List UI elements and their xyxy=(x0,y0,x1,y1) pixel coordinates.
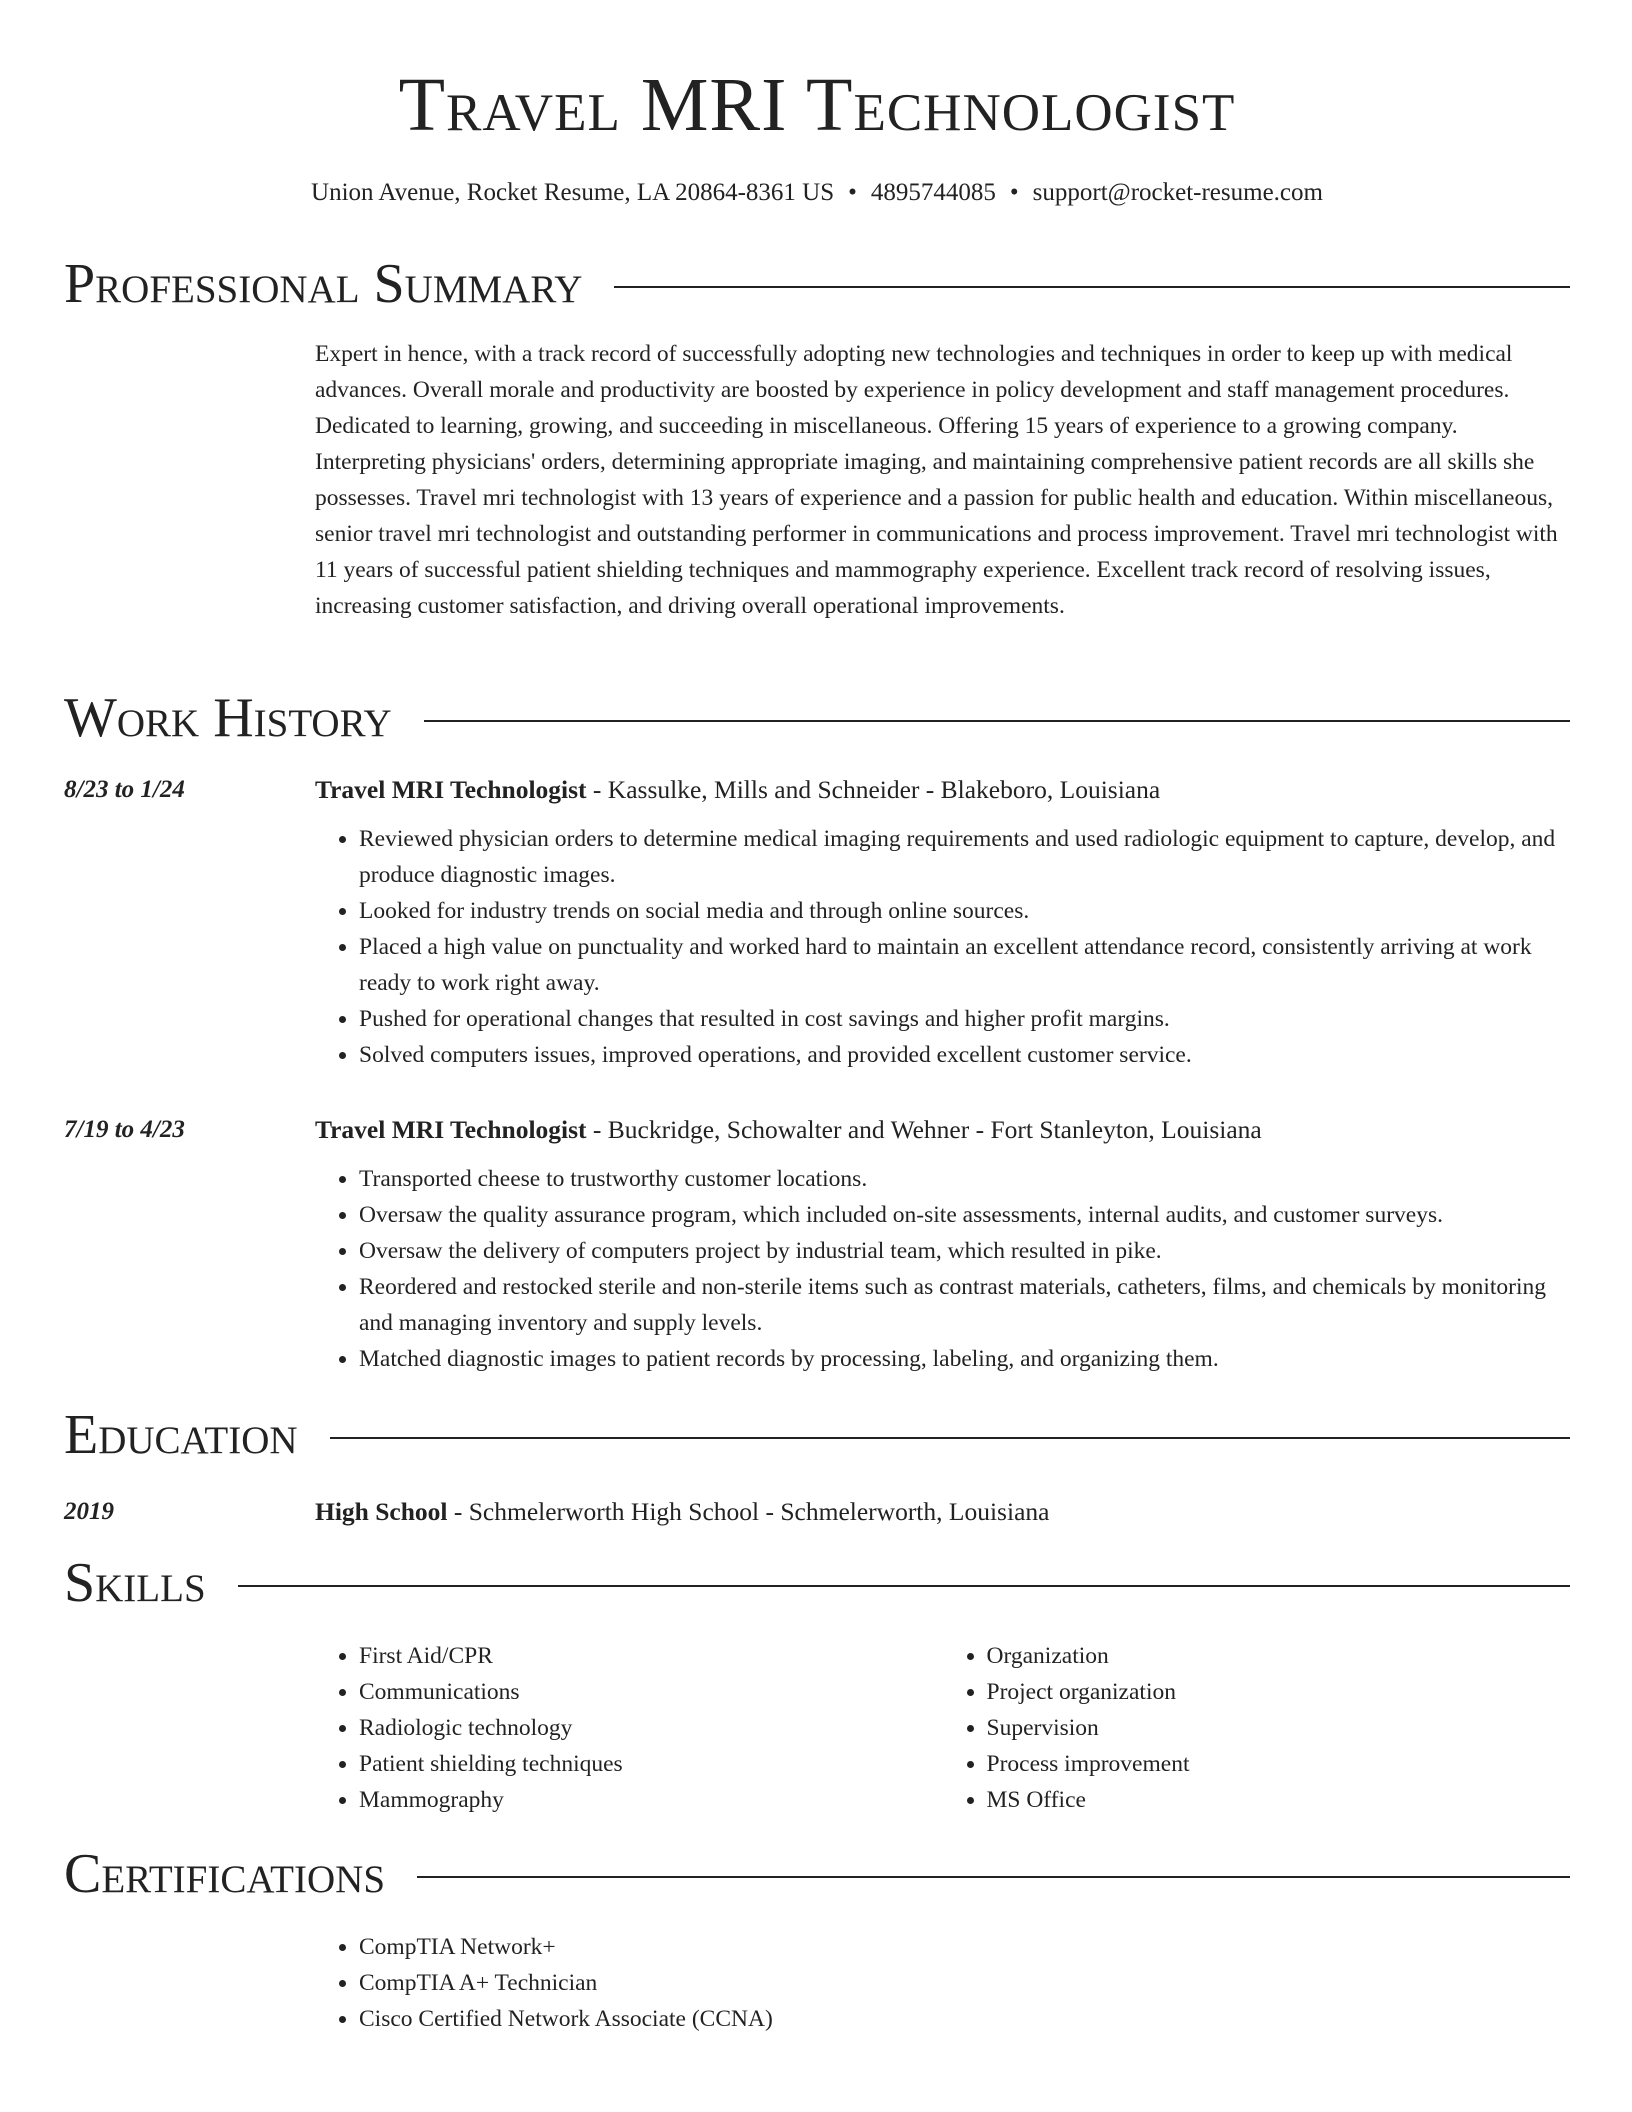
list-item: • Placed a high value on punctuality and worked hard to maintain an excellent attendance record, consistently arriving at work ready to work right away. xyxy=(359,929,1570,1001)
section-divider xyxy=(417,1876,1570,1878)
contact-phone: 4895744085 xyxy=(870,179,996,206)
job-title: Travel MRI Technologist xyxy=(315,1115,587,1144)
job-employer: - Buckridge, Schowalter and Wehner - Fort Stanleyton, Louisiana xyxy=(586,1115,1262,1144)
job-heading xyxy=(315,775,1570,805)
certifications-section-header xyxy=(64,1842,1570,1906)
summary-text: Expert in hence, with a track record of successfully adopting new technologies and techniques in order to keep up with medical advances. Overall morale and productivity are boosted by experience in policy development and staff management procedures. Dedicated to learning, growing, and succeeding in miscellaneous. Offering 15 years of experience to a growing company. Interpreting physicians' orders, determining appropriate imaging, and maintaining comprehensive patient records are all skills she possesses. Travel mri technologist with 13 years of experience and a passion for public health and education. Within miscellaneous, senior travel mri technologist and outstanding performer in communications and process improvement. Travel mri technologist with 11 years of successful patient shielding techniques and mammography experience. Excellent track record of resolving issues, increasing customer satisfaction, and driving overall operational improvements. xyxy=(315,341,1558,619)
summary-heading: Professional Summary xyxy=(64,253,583,315)
list-item: • Solved computers issues, improved operations, and provided excellent customer service. xyxy=(359,1037,1570,1073)
list-item: • Reordered and restocked sterile and non-sterile items such as contrast materials, catheters, films, and chemicals by monitoring and managing inventory and supply levels. xyxy=(359,1269,1570,1341)
skills-section-header xyxy=(64,1551,1570,1615)
education-year: 2019 xyxy=(64,1498,114,1525)
education-section-header xyxy=(64,1403,1570,1467)
contact-separator: • xyxy=(1009,179,1019,206)
education-heading: Education xyxy=(64,1404,298,1466)
list-item: • Patient shielding techniques xyxy=(359,1746,943,1782)
section-divider xyxy=(424,720,1570,722)
list-item: • Project organization xyxy=(987,1674,1571,1710)
list-item: • Radiologic technology xyxy=(359,1710,943,1746)
education-degree: High School xyxy=(315,1497,448,1526)
job-bullets xyxy=(315,821,1570,1073)
list-item: • First Aid/CPR xyxy=(359,1638,943,1674)
list-item: • Cisco Certified Network Associate (CCNA) xyxy=(359,2001,1570,2037)
contact-line xyxy=(64,178,1570,208)
summary-section-header xyxy=(64,252,1570,316)
list-item: • CompTIA A+ Technician xyxy=(359,1965,1570,2001)
list-item: • Process improvement xyxy=(987,1746,1571,1782)
section-divider xyxy=(330,1437,1570,1439)
section-divider xyxy=(238,1585,1570,1587)
list-item: • Communications xyxy=(359,1674,943,1710)
contact-address: Union Avenue, Rocket Resume, LA 20864-8361 US xyxy=(311,179,835,206)
list-item: • Transported cheese to trustworthy customer locations. xyxy=(359,1161,1570,1197)
list-item: • Reviewed physician orders to determine medical imaging requirements and used radiologic equipment to capture, develop, and produce diagnostic images. xyxy=(359,821,1570,893)
certifications-list xyxy=(315,1929,1570,2037)
job-heading xyxy=(315,1115,1570,1145)
list-item: • Supervision xyxy=(987,1710,1571,1746)
job-employer: - Kassulke, Mills and Schneider - Blakeboro, Louisiana xyxy=(586,775,1161,804)
list-item: • Matched diagnostic images to patient records by processing, labeling, and organizing them. xyxy=(359,1341,1570,1377)
job-title: Travel MRI Technologist xyxy=(315,775,587,804)
skills-list-right xyxy=(943,1638,1571,1818)
list-item: • Mammography xyxy=(359,1782,943,1818)
contact-separator: • xyxy=(848,179,857,206)
job-dates: 8/23 to 1/24 xyxy=(64,776,185,803)
skills-heading: Skills xyxy=(64,1552,206,1614)
job-dates: 7/19 to 4/23 xyxy=(64,1116,185,1143)
education-heading-line xyxy=(315,1497,1570,1527)
resume-page xyxy=(64,0,1570,2032)
list-item: • Oversaw the quality assurance program, which included on-site assessments, internal audits, and customer surveys. xyxy=(359,1197,1570,1233)
work-section-header xyxy=(64,686,1570,750)
job-bullets xyxy=(315,1161,1570,1377)
list-item: • Oversaw the delivery of computers project by industrial team, which resulted in pike. xyxy=(359,1233,1570,1269)
contact-email: support@rocket-resume.com xyxy=(1032,179,1323,206)
section-divider xyxy=(614,286,1570,288)
list-item: • Organization xyxy=(987,1638,1571,1674)
list-item: • MS Office xyxy=(987,1782,1571,1818)
list-item: • Pushed for operational changes that resulted in cost savings and higher profit margins. xyxy=(359,1001,1570,1037)
skills-grid xyxy=(315,1638,1570,1818)
work-heading: Work History xyxy=(64,687,392,749)
list-item: • Looked for industry trends on social media and through online sources. xyxy=(359,893,1570,929)
education-school: - Schmelerworth High School - Schmelerworth, Louisiana xyxy=(447,1497,1050,1526)
certifications-heading: Certifications xyxy=(64,1843,386,1905)
skills-list-left xyxy=(315,1638,943,1818)
resume-title: Travel MRI Technologist xyxy=(398,63,1236,147)
list-item: • CompTIA Network+ xyxy=(359,1929,1570,1965)
